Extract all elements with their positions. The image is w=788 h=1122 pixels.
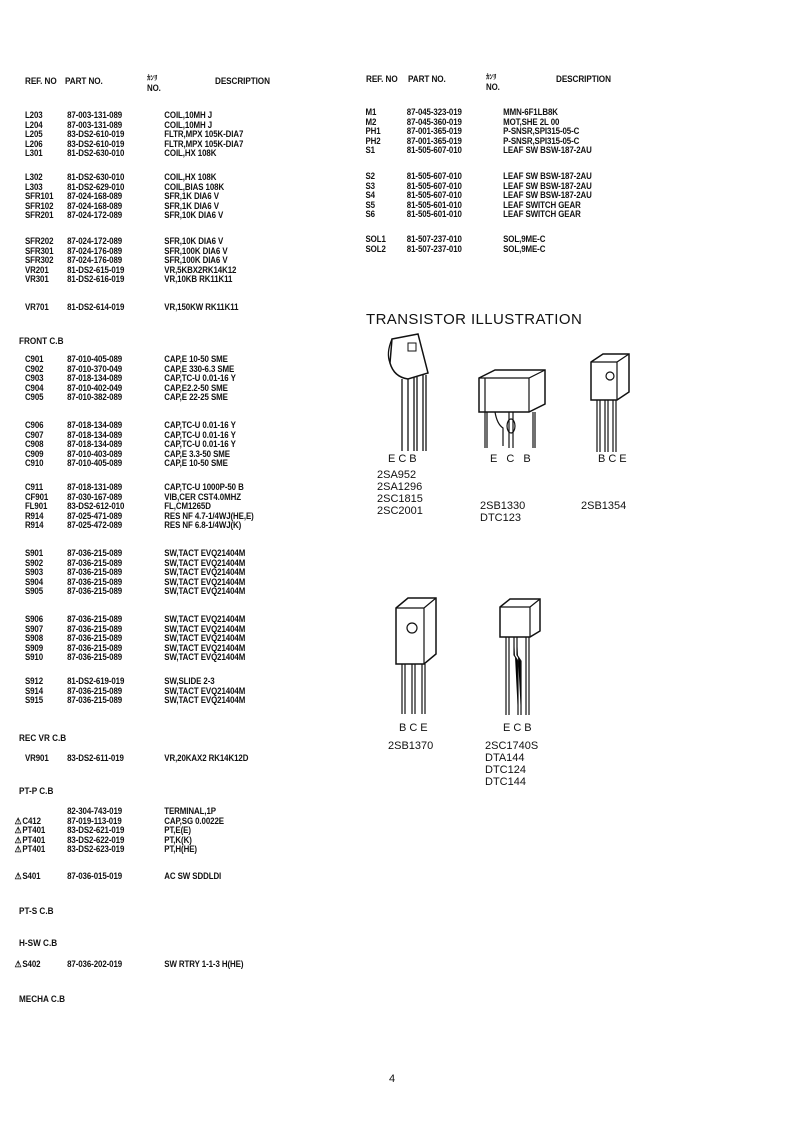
ref-no: L203 bbox=[24, 110, 43, 120]
part-no: 81-507-237-010 bbox=[406, 234, 462, 244]
description: RES NF 6.8-1/4WJ(K) bbox=[164, 520, 242, 531]
transistor-to92-icon bbox=[380, 333, 440, 453]
part-no: 87-045-323-019 bbox=[406, 107, 462, 117]
left-ref-header: REF. NO bbox=[25, 76, 57, 87]
ref-no: L206 bbox=[24, 138, 43, 149]
pt-p-cb-title: PT-P C.B bbox=[19, 786, 54, 797]
mecha-cb-title: MECHA C.B bbox=[19, 994, 65, 1005]
transistor-2-models: 2SB1330 DTC123 bbox=[480, 500, 526, 524]
part-no: 87-036-015-019 bbox=[67, 871, 123, 881]
transistor-to220f-icon bbox=[392, 594, 448, 716]
description: CAP,E2.2-50 SME bbox=[164, 382, 228, 393]
description: FLTR,MPX 105K-DIA7 bbox=[164, 129, 244, 140]
right-description-header: DESCRIPTION bbox=[556, 74, 611, 85]
description: SW,TACT EVQ21404M bbox=[164, 614, 246, 624]
h-sw-cb-title: H-SW C.B bbox=[19, 938, 58, 949]
safety-warning-icon: ⚠ bbox=[14, 871, 22, 881]
part-no: 81-507-237-010 bbox=[406, 243, 462, 254]
description: LEAF SWITCH GEAR bbox=[503, 209, 581, 220]
ref-no: S912 bbox=[24, 676, 44, 686]
ref-no: C908 bbox=[24, 439, 44, 450]
transistor-heading: TRANSISTOR ILLUSTRATION bbox=[366, 311, 583, 328]
ref-no: C903 bbox=[24, 373, 44, 384]
part-no: 87-036-215-089 bbox=[67, 633, 123, 644]
description: CAP,TC-U 0.01-16 Y bbox=[164, 429, 236, 440]
description: SFR,100K DIA6 V bbox=[164, 245, 228, 256]
description: MMN-6F1LB8K bbox=[503, 107, 558, 117]
transistor-spt-icon bbox=[496, 597, 552, 717]
part-no: 83-DS2-622-019 bbox=[67, 834, 125, 845]
part-no: 87-001-365-019 bbox=[406, 135, 462, 146]
ref-no: C909 bbox=[24, 448, 44, 459]
part-no: 87-010-402-049 bbox=[67, 382, 123, 393]
ref-no: S908 bbox=[24, 633, 44, 644]
part-no: 87-036-202-019 bbox=[67, 959, 123, 969]
part-no: 87-036-215-089 bbox=[67, 567, 123, 578]
description: LEAF SW BSW-187-2AU bbox=[503, 145, 592, 156]
ref-no: S914 bbox=[24, 685, 44, 696]
description: CAP,E 22-25 SME bbox=[164, 392, 228, 403]
part-no: 87-045-360-019 bbox=[406, 116, 462, 127]
safety-warning-icon: ⚠ bbox=[14, 834, 22, 845]
ref-no: S1 bbox=[365, 145, 376, 156]
description: COIL,10MH J bbox=[164, 119, 213, 130]
description: SW,TACT EVQ21404M bbox=[164, 652, 246, 663]
description: SW,TACT EVQ21404M bbox=[164, 642, 246, 653]
part-no: 81-505-607-010 bbox=[406, 171, 462, 181]
ref-no: C904 bbox=[24, 382, 44, 393]
part-no: 87-003-131-089 bbox=[67, 119, 123, 130]
safety-warning-icon: ⚠ bbox=[14, 815, 22, 826]
transistor-tab-icon bbox=[475, 368, 550, 453]
part-no: 87-024-172-089 bbox=[67, 210, 123, 221]
description: SW,TACT EVQ21404M bbox=[164, 633, 246, 644]
part-no: 87-036-215-089 bbox=[67, 695, 123, 706]
ref-no: ⚠S402 bbox=[14, 959, 41, 969]
description: CAP,E 330-6.3 SME bbox=[164, 363, 235, 374]
ref-no: ⚠S401 bbox=[14, 871, 41, 881]
ref-no: C910 bbox=[24, 458, 44, 469]
ref-no: S2 bbox=[365, 171, 376, 181]
ref-no: VR901 bbox=[24, 753, 49, 763]
safety-warning-icon: ⚠ bbox=[14, 844, 22, 855]
ref-no: M1 bbox=[365, 107, 377, 117]
ref-no: C902 bbox=[24, 363, 44, 374]
part-no: 87-003-131-089 bbox=[67, 110, 123, 120]
ref-no: C911 bbox=[24, 482, 44, 492]
part-no: 81-DS2-630-010 bbox=[67, 148, 125, 159]
description: SW,TACT EVQ21404M bbox=[164, 695, 246, 706]
description: SFR,10K DIA6 V bbox=[164, 210, 224, 221]
part-no: 87-036-215-089 bbox=[67, 623, 123, 634]
ref-no: R914 bbox=[24, 510, 44, 521]
description: COIL,10MH J bbox=[164, 110, 213, 120]
left-kana-header: ｶﾝﾘ NO. bbox=[147, 75, 161, 93]
part-no: 87-018-134-089 bbox=[67, 429, 123, 440]
transistor-to220-icon bbox=[585, 352, 635, 454]
part-no: 83-DS2-623-019 bbox=[67, 844, 125, 855]
ref-no: C901 bbox=[24, 354, 44, 364]
ref-no: S903 bbox=[24, 567, 44, 578]
description: SFR,1K DIA6 V bbox=[164, 200, 219, 211]
ref-no: VR701 bbox=[24, 302, 49, 312]
ref-no: PH2 bbox=[365, 135, 381, 146]
part-no: 87-018-134-089 bbox=[67, 420, 123, 430]
part-no: 81-DS2-630-010 bbox=[67, 172, 125, 182]
description: SW RTRY 1-1-3 H(HE) bbox=[164, 959, 244, 969]
description: CAP,TC-U 1000P-50 B bbox=[164, 482, 244, 492]
description: LEAF SW BSW-187-2AU bbox=[503, 180, 592, 191]
description: RES NF 4.7-1/4WJ(HE,E) bbox=[164, 510, 254, 521]
part-no: 87-010-405-089 bbox=[67, 354, 123, 364]
part-no: 87-036-215-089 bbox=[67, 642, 123, 653]
ref-no: C907 bbox=[24, 429, 44, 440]
ref-no: S901 bbox=[24, 548, 44, 558]
description: CAP,E 10-50 SME bbox=[164, 354, 228, 364]
description: LEAF SW BSW-187-2AU bbox=[503, 190, 592, 201]
part-no: 81-505-601-010 bbox=[406, 209, 462, 220]
part-no: 87-024-176-089 bbox=[67, 255, 123, 266]
description: CAP,TC-U 0.01-16 Y bbox=[164, 420, 236, 430]
ref-no: S905 bbox=[24, 586, 44, 597]
description: VIB,CER CST4.0MHZ bbox=[164, 491, 241, 502]
part-no: 81-DS2-614-019 bbox=[67, 302, 125, 312]
ref-no: C906 bbox=[24, 420, 44, 430]
part-no: 83-DS2-621-019 bbox=[67, 825, 125, 836]
part-no: 81-505-607-010 bbox=[406, 145, 462, 156]
part-no: 87-010-405-089 bbox=[67, 458, 123, 469]
ref-no: L303 bbox=[24, 181, 43, 192]
front-cb-title: FRONT C.B bbox=[19, 336, 64, 347]
description: SW,TACT EVQ21404M bbox=[164, 567, 246, 578]
part-no: 87-036-215-089 bbox=[67, 548, 123, 558]
ref-no: S6 bbox=[365, 209, 376, 220]
ref-no: ⚠PT401 bbox=[14, 844, 46, 855]
transistor-1-models: 2SA952 2SA1296 2SC1815 2SC2001 bbox=[377, 469, 423, 517]
transistor-4-models: 2SB1370 bbox=[388, 740, 434, 752]
part-no: 83-DS2-610-019 bbox=[67, 138, 125, 149]
part-no: 87-010-403-089 bbox=[67, 448, 123, 459]
part-no: 83-DS2-611-019 bbox=[67, 753, 124, 763]
ref-no: ⚠PT401 bbox=[14, 834, 46, 845]
part-no: 83-DS2-612-010 bbox=[67, 501, 125, 512]
ref-no: SFR201 bbox=[24, 210, 54, 221]
description: SFR,10K DIA6 V bbox=[164, 236, 224, 246]
description: FL,CM1265D bbox=[164, 501, 211, 512]
part-no: 82-304-743-019 bbox=[67, 806, 123, 816]
ref-no: SFR302 bbox=[24, 255, 54, 266]
ref-no: SFR101 bbox=[24, 191, 54, 202]
ref-no: VR201 bbox=[24, 264, 49, 275]
part-no: 81-505-607-010 bbox=[406, 190, 462, 201]
description: CAP,E 3.3-50 SME bbox=[164, 448, 230, 459]
description: SW,TACT EVQ21404M bbox=[164, 586, 246, 597]
description: CAP,TC-U 0.01-16 Y bbox=[164, 373, 236, 384]
ref-no: L204 bbox=[24, 119, 43, 130]
description: SOL,9ME-C bbox=[503, 234, 546, 244]
ref-no: SFR102 bbox=[24, 200, 54, 211]
part-no: 87-024-168-089 bbox=[67, 191, 123, 202]
part-no: 87-030-167-089 bbox=[67, 491, 123, 502]
description: SW,TACT EVQ21404M bbox=[164, 557, 246, 568]
ref-no: SFR202 bbox=[24, 236, 54, 246]
description: FLTR,MPX 105K-DIA7 bbox=[164, 138, 244, 149]
pt-s-cb-title: PT-S C.B bbox=[19, 906, 54, 917]
description: SW,TACT EVQ21404M bbox=[164, 685, 246, 696]
ref-no: VR301 bbox=[24, 274, 49, 285]
description: COIL,HX 108K bbox=[164, 148, 217, 159]
description: TERMINAL,1P bbox=[164, 806, 216, 816]
description: SW,TACT EVQ21404M bbox=[164, 623, 246, 634]
description: AC SW SDDLDI bbox=[164, 871, 222, 881]
ref-no: S915 bbox=[24, 695, 44, 706]
part-no: 87-024-176-089 bbox=[67, 245, 123, 256]
part-no: 87-036-215-089 bbox=[67, 652, 123, 663]
ref-no: S5 bbox=[365, 199, 376, 210]
ref-no: ⚠PT401 bbox=[14, 825, 46, 836]
part-no: 87-018-134-089 bbox=[67, 373, 123, 384]
ref-no: S904 bbox=[24, 576, 44, 587]
part-no: 81-DS2-619-019 bbox=[67, 676, 125, 686]
part-no: 87-025-472-089 bbox=[67, 520, 123, 531]
part-no: 87-036-215-089 bbox=[67, 685, 123, 696]
description: SW,TACT EVQ21404M bbox=[164, 548, 246, 558]
ref-no: S906 bbox=[24, 614, 44, 624]
right-part-header: PART NO. bbox=[408, 74, 446, 85]
transistor-3-models: 2SB1354 bbox=[581, 500, 627, 512]
description: VR,5KBX2RK14K12 bbox=[164, 264, 237, 275]
part-no: 87-036-215-089 bbox=[67, 614, 123, 624]
part-no: 87-018-134-089 bbox=[67, 439, 123, 450]
part-no: 87-001-365-019 bbox=[406, 126, 462, 137]
ref-no: C905 bbox=[24, 392, 44, 403]
ref-no: SOL1 bbox=[365, 234, 386, 244]
description: SFR,1K DIA6 V bbox=[164, 191, 219, 202]
ref-no: PH1 bbox=[365, 126, 381, 137]
description: VR,20KAX2 RK14K12D bbox=[164, 753, 249, 763]
ref-no: S909 bbox=[24, 642, 44, 653]
transistor-1-pins: ECB bbox=[388, 453, 420, 465]
ref-no: L301 bbox=[24, 148, 43, 159]
description: CAP,SG 0.0022E bbox=[164, 815, 224, 826]
description: PT,H(HE) bbox=[164, 844, 197, 855]
description: SW,SLIDE 2-3 bbox=[164, 676, 215, 686]
ref-no: S4 bbox=[365, 190, 376, 201]
ref-no: S3 bbox=[365, 180, 376, 191]
part-no: 87-036-215-089 bbox=[67, 557, 123, 568]
description: PT,K(K) bbox=[164, 834, 192, 845]
part-no: 87-010-370-049 bbox=[67, 363, 123, 374]
ref-no: L205 bbox=[24, 129, 43, 140]
ref-no: ⚠C412 bbox=[14, 815, 41, 826]
part-no: 81-DS2-629-010 bbox=[67, 181, 125, 192]
part-no: 87-025-471-089 bbox=[67, 510, 123, 521]
description: VR,150KW RK11K11 bbox=[164, 302, 239, 312]
part-no: 81-505-601-010 bbox=[406, 199, 462, 210]
transistor-5-pins: ECB bbox=[503, 722, 535, 734]
ref-no: L302 bbox=[24, 172, 43, 182]
description: SFR,100K DIA6 V bbox=[164, 255, 228, 266]
part-no: 87-036-215-089 bbox=[67, 576, 123, 587]
description: SOL,9ME-C bbox=[503, 243, 546, 254]
part-no: 87-024-172-089 bbox=[67, 236, 123, 246]
part-no: 87-024-168-089 bbox=[67, 200, 123, 211]
ref-no: M2 bbox=[365, 116, 377, 127]
ref-no: S910 bbox=[24, 652, 44, 663]
description: CAP,E 10-50 SME bbox=[164, 458, 228, 469]
right-kana-header: ｶﾝﾘ NO. bbox=[486, 74, 500, 92]
transistor-4-pins: BCE bbox=[399, 722, 431, 734]
part-no: 81-505-607-010 bbox=[406, 180, 462, 191]
description: MOT,SHE 2L 00 bbox=[503, 116, 560, 127]
left-part-header: PART NO. bbox=[65, 76, 103, 87]
ref-no: S907 bbox=[24, 623, 44, 634]
part-no: 87-036-215-089 bbox=[67, 586, 123, 597]
transistor-5-models: 2SC1740S DTA144 DTC124 DTC144 bbox=[485, 740, 539, 788]
ref-no: SOL2 bbox=[365, 243, 386, 254]
part-no: 81-DS2-616-019 bbox=[67, 274, 125, 285]
part-no: 87-018-131-089 bbox=[67, 482, 123, 492]
ref-no: SFR301 bbox=[24, 245, 54, 256]
part-no: 87-019-113-019 bbox=[67, 815, 122, 826]
part-no: 87-010-382-089 bbox=[67, 392, 123, 403]
part-no: 83-DS2-610-019 bbox=[67, 129, 125, 140]
description: LEAF SWITCH GEAR bbox=[503, 199, 581, 210]
description: P-SNSR,SPI315-05-C bbox=[503, 135, 580, 146]
transistor-2-pins: E C B bbox=[490, 453, 534, 465]
description: VR,10KB RK11K11 bbox=[164, 274, 233, 285]
description: PT,E(E) bbox=[164, 825, 191, 836]
description: COIL,HX 108K bbox=[164, 172, 217, 182]
description: P-SNSR,SPI315-05-C bbox=[503, 126, 580, 137]
description: COIL,BIAS 108K bbox=[164, 181, 225, 192]
left-description-header: DESCRIPTION bbox=[215, 76, 270, 87]
ref-no: CF901 bbox=[24, 491, 49, 502]
rec-vr-cb-title: REC VR C.B bbox=[19, 733, 67, 744]
part-no: 81-DS2-615-019 bbox=[67, 264, 125, 275]
transistor-3-pins: BCE bbox=[598, 453, 630, 465]
description: LEAF SW BSW-187-2AU bbox=[503, 171, 592, 181]
safety-warning-icon: ⚠ bbox=[14, 959, 22, 969]
right-ref-header: REF. NO bbox=[366, 74, 398, 85]
ref-no: R914 bbox=[24, 520, 44, 531]
ref-no: S902 bbox=[24, 557, 44, 568]
description: CAP,TC-U 0.01-16 Y bbox=[164, 439, 236, 450]
ref-no: FL901 bbox=[24, 501, 48, 512]
page-number: 4 bbox=[389, 1073, 396, 1085]
description: SW,TACT EVQ21404M bbox=[164, 576, 246, 587]
safety-warning-icon: ⚠ bbox=[14, 825, 22, 836]
